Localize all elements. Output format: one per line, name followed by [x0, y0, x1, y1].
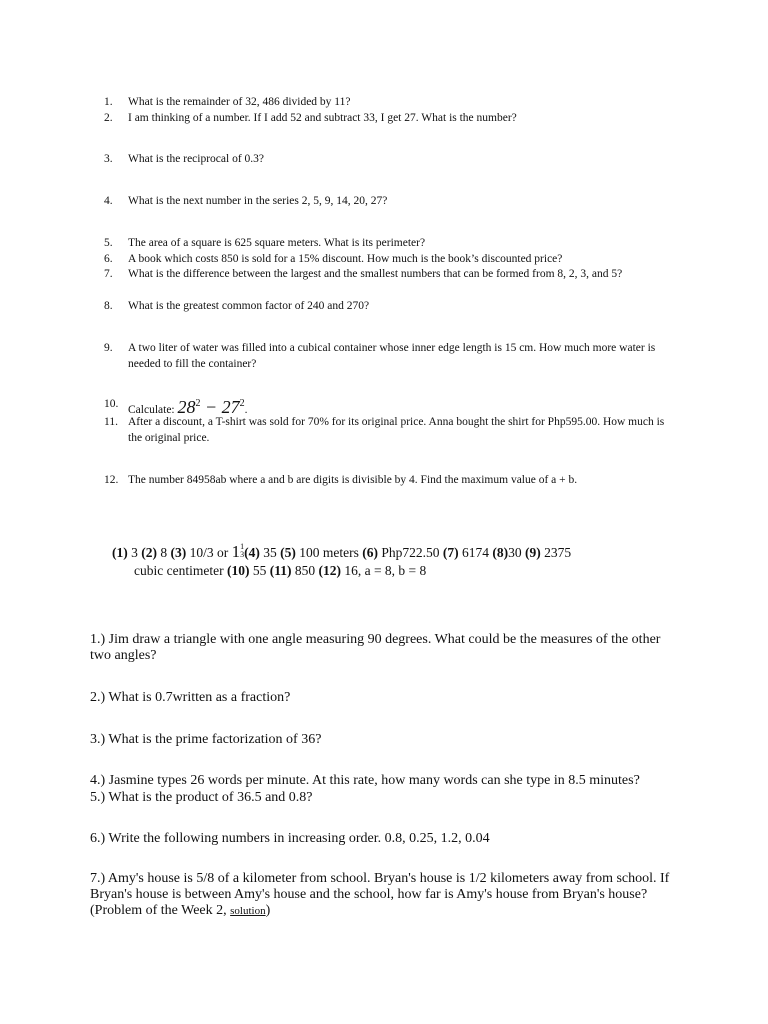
question-number: 1. — [104, 96, 113, 108]
problem-7-text: 7.) Amy's house is 5/8 of a kilometer from school. Bryan's house is 1/2 kilometers away from school. If Bryan's house is between Amy's house and the school, how far is Amy's house from Bryan's house? — [90, 871, 670, 902]
fraction — [240, 543, 244, 559]
answer-value: cubic centimeter — [134, 563, 227, 578]
question-11 — [104, 414, 670, 446]
answer-label: (7) — [442, 545, 459, 560]
question-text: A book which costs 850 is sold for a 15% discount. How much is the book’s discounted price? — [128, 253, 563, 265]
answer-label: (9) — [525, 545, 541, 560]
answer-value: 10/3 or — [186, 545, 232, 560]
question-number: 5. — [104, 237, 113, 249]
answer-label: (2) — [141, 545, 157, 560]
problem-7 — [90, 871, 686, 919]
answer-label: (12) — [318, 563, 341, 578]
question-number: 2. — [104, 112, 113, 124]
question-text: What is the greatest common factor of 240 and 270? — [128, 300, 370, 312]
question-number: 11. — [104, 416, 118, 428]
question-8 — [104, 298, 684, 314]
math-exponent-b: 2 — [239, 398, 245, 409]
question-3 — [104, 151, 684, 167]
answer-label: (10) — [226, 563, 250, 578]
fraction-denominator: 3 — [240, 550, 245, 559]
answer-label: (3) — [170, 545, 187, 560]
question-text: What is the remainder of 32, 486 divided by 11? — [128, 96, 351, 108]
answer-label: (11) — [269, 563, 292, 578]
question-text: I am thinking of a number. If I add 52 and subtract 33, I get 27. What is the number? — [128, 112, 517, 124]
answer-value: 2375 — [540, 545, 572, 560]
question-text: A two liter of water was filled into a cubical container whose inner edge length is 15 cm. How much more water is needed to fill the container? — [128, 342, 656, 370]
answer-label: (1) — [112, 545, 128, 560]
question-text: The number 84958ab where a and b are digits is divisible by 4. Find the maximum value of a + b. — [128, 474, 578, 486]
answer-label: (6) — [362, 545, 378, 560]
answer-value: 3 — [127, 545, 142, 560]
answer-label: (8) — [492, 545, 509, 560]
answer-value: 30 — [508, 545, 526, 560]
question-number: 12. — [104, 474, 119, 486]
answer-value: Php722.50 — [378, 545, 443, 560]
math-exponent-a: 2 — [195, 398, 201, 409]
question-7 — [104, 266, 664, 282]
math-base-a: 28 — [177, 397, 196, 417]
math-minus: − — [200, 397, 222, 417]
question-text: After a discount, a T-shirt was sold for 70% for its original price. Anna bought the shirt for Php595.00. How much is the original price. — [128, 416, 665, 444]
problem-5: 5.) What is the product of 36.5 and 0.8? — [90, 790, 313, 805]
math-period: . — [244, 404, 248, 416]
problem-2: 2.) What is 0.7written as a fraction? — [90, 690, 291, 705]
question-number: 9. — [104, 342, 113, 354]
question-12 — [104, 472, 684, 488]
answer-label: (4) — [244, 545, 260, 560]
question-2 — [104, 110, 684, 126]
question-number: 8. — [104, 300, 113, 312]
fraction-numerator: 1 — [240, 542, 245, 551]
question-number: 4. — [104, 195, 113, 207]
problem-4: 4.) Jasmine types 26 words per minute. At this rate, how many words can she type in 8.5 minutes? — [90, 773, 640, 788]
question-number: 6. — [104, 253, 113, 265]
problem-7-source: (Problem of the Week 2, — [90, 903, 231, 918]
question-text: The area of a square is 625 square meters. What is its perimeter? — [128, 237, 426, 249]
mixed-fraction — [232, 543, 245, 561]
mixed-whole: 1 — [231, 542, 241, 561]
answer-label: (5) — [280, 545, 296, 560]
answer-value: 6174 — [458, 545, 493, 560]
calculate-label: Calculate: — [128, 404, 178, 416]
answer-key-line-2 — [112, 562, 672, 580]
question-number: 7. — [104, 268, 113, 280]
question-text: What is the difference between the largest and the smallest numbers that can be formed from 8, 2, 3, and 5? — [128, 268, 623, 280]
answer-value: 100 meters — [295, 545, 363, 560]
solution-link[interactable]: solution — [230, 905, 266, 917]
question-4 — [104, 193, 684, 209]
problem-1: 1.) Jim draw a triangle with one angle measuring 90 degrees. What could be the measures of the other two angles? — [90, 632, 661, 663]
answer-value: 16, a = 8, b = 8 — [340, 563, 427, 578]
answer-value: 55 — [249, 563, 270, 578]
answer-value: 8 — [157, 545, 171, 560]
question-9 — [104, 340, 664, 372]
answer-value: 850 — [291, 563, 319, 578]
answer-key — [112, 543, 672, 580]
math-base-b: 27 — [221, 397, 240, 417]
question-text: What is the next number in the series 2, 5, 9, 14, 20, 27? — [128, 195, 388, 207]
question-number: 10. — [104, 398, 119, 410]
question-6 — [104, 251, 684, 267]
problem-6: 6.) Write the following numbers in increasing order. 0.8, 0.25, 1.2, 0.04 — [90, 831, 490, 846]
answer-value: 35 — [259, 545, 281, 560]
problem-3: 3.) What is the prime factorization of 36? — [90, 732, 322, 747]
problem-7-source-close: ) — [265, 903, 271, 918]
question-5 — [104, 235, 684, 251]
question-text: What is the reciprocal of 0.3? — [128, 153, 265, 165]
question-1 — [104, 94, 684, 110]
question-number: 3. — [104, 153, 113, 165]
